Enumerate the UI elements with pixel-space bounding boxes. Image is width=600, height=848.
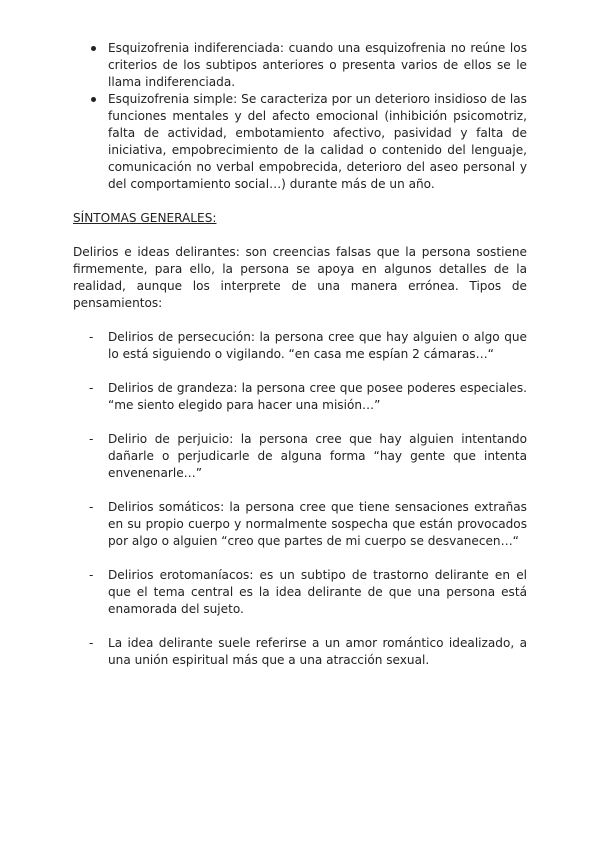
delusion-item — [73, 431, 527, 482]
delusion-types-list — [73, 329, 527, 669]
subtype-item: Esquizofrenia indiferenciada: cuando una esquizofrenia no reúne los criterios de los subtipos anteriores o presenta varios de ellos se le llama indiferenciada. — [73, 40, 527, 91]
dash-marker: - — [89, 636, 94, 650]
dash-marker: - — [89, 330, 94, 344]
delusion-item-text: La idea delirante suele referirse a un amor romántico idealizado, a una unión espiritual más que a una atracción sexual. — [108, 636, 527, 667]
delusion-item-text: Delirios erotomaníacos: es un subtipo de trastorno delirante en el que el tema central es la idea delirante de que una persona está enamorada del sujeto. — [108, 568, 527, 616]
delusion-item-text: Delirio de perjuicio: la persona cree que hay alguien intentando dañarle o perjudicarle de alguna forma “hay gente que intenta envenenarle…” — [108, 432, 527, 480]
delusion-item — [73, 380, 527, 414]
dash-marker: - — [89, 381, 94, 395]
subtype-item: Esquizofrenia simple: Se caracteriza por un deterioro insidioso de las funciones mentales y del afecto emocional (inhibición psicomotriz, falta de actividad, embotamiento afectivo, pasividad y falta de iniciativa, empobrecimiento de la calidad o contenido del lenguaje, comunicación no verbal empobrecida, deterioro del aseo personal y del comportamiento social…) durante más de un año. — [73, 91, 527, 193]
delusion-item-text: Delirios de persecución: la persona cree que hay alguien o algo que lo está siguiendo o vigilando. “en casa me espían 2 cámaras…“ — [108, 330, 527, 361]
delusion-item — [73, 329, 527, 363]
subtype-list — [73, 40, 527, 193]
delusion-item-text: Delirios somáticos: la persona cree que tiene sensaciones extrañas en su propio cuerpo y normalmente sospecha que están provocados por algo o alguien “creo que partes de mi cuerpo se desvanecen…“ — [108, 500, 527, 548]
dash-marker: - — [89, 568, 94, 582]
section-heading: SÍNTOMAS GENERALES: — [73, 211, 217, 225]
delusion-item — [73, 567, 527, 618]
delusion-item — [73, 635, 527, 669]
delusion-item — [73, 499, 527, 550]
delusion-item-text: Delirios de grandeza: la persona cree que posee poderes especiales. “me siento elegido para hacer una misión…” — [108, 381, 527, 412]
intro-paragraph: Delirios e ideas delirantes: son creencias falsas que la persona sostiene firmemente, para ello, la persona se apoya en algunos detalles de la realidad, aunque los interprete de una manera errónea. Tipos de pensamientos: — [73, 245, 527, 310]
dash-marker: - — [89, 500, 94, 514]
dash-marker: - — [89, 432, 94, 446]
